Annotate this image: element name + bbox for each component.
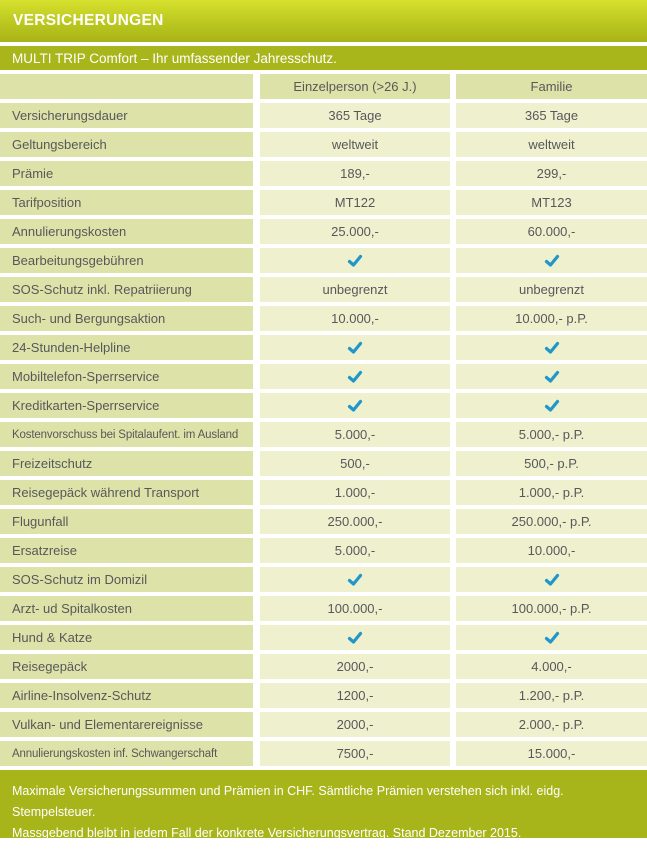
table-row — [0, 480, 647, 505]
value-cell-einzelperson — [260, 335, 450, 360]
table-row — [0, 393, 647, 418]
row-label-cell: Mobiltelefon-Sperrservice — [0, 364, 253, 389]
checkmark-icon — [545, 574, 559, 586]
value-cell-einzelperson: 1200,- — [260, 683, 450, 708]
table-row — [0, 567, 647, 592]
value-cell-familie: 4.000,- — [456, 654, 647, 679]
row-label-cell: Airline-Insolvenz-Schutz — [0, 683, 253, 708]
table-row — [0, 161, 647, 186]
value-cell-einzelperson: 5.000,- — [260, 422, 450, 447]
value-cell-einzelperson: 1.000,- — [260, 480, 450, 505]
row-label-cell: Vulkan- und Elementarereignisse — [0, 712, 253, 737]
checkmark-icon — [545, 632, 559, 644]
row-label-cell: Arzt- ud Spitalkosten — [0, 596, 253, 621]
row-label-cell: Versicherungsdauer — [0, 103, 253, 128]
value-cell-familie: 10.000,- p.P. — [456, 306, 647, 331]
value-cell-familie: unbegrenzt — [456, 277, 647, 302]
row-label-cell: Kostenvorschuss bei Spitalaufent. im Ausland — [0, 422, 253, 447]
row-label-cell: SOS-Schutz im Domizil — [0, 567, 253, 592]
value-cell-einzelperson: 5.000,- — [260, 538, 450, 563]
table-row — [0, 538, 647, 563]
table-row — [0, 132, 647, 157]
value-cell-familie: 500,- p.P. — [456, 451, 647, 476]
value-cell-einzelperson — [260, 567, 450, 592]
table-row — [0, 364, 647, 389]
table-row — [0, 422, 647, 447]
value-cell-einzelperson: 2000,- — [260, 654, 450, 679]
header-cell-familie: Familie — [456, 74, 647, 99]
value-cell-einzelperson: weltweit — [260, 132, 450, 157]
table-row — [0, 451, 647, 476]
value-cell-einzelperson: 25.000,- — [260, 219, 450, 244]
product-subtitle: MULTI TRIP Comfort – Ihr umfassender Jahresschutz. — [12, 50, 337, 66]
checkmark-icon — [545, 342, 559, 354]
table-row — [0, 509, 647, 534]
value-cell-familie — [456, 393, 647, 418]
table-row — [0, 596, 647, 621]
table-row — [0, 306, 647, 331]
value-cell-familie: 299,- — [456, 161, 647, 186]
value-cell-familie: 250.000,- p.P. — [456, 509, 647, 534]
value-cell-familie: 60.000,- — [456, 219, 647, 244]
value-cell-familie: 2.000,- p.P. — [456, 712, 647, 737]
value-cell-familie: 5.000,- p.P. — [456, 422, 647, 447]
checkmark-icon — [545, 255, 559, 267]
table-header-row — [0, 74, 647, 99]
checkmark-icon — [348, 255, 362, 267]
checkmark-icon — [545, 400, 559, 412]
row-label-cell: Kreditkarten-Sperrservice — [0, 393, 253, 418]
value-cell-familie: 1.000,- p.P. — [456, 480, 647, 505]
value-cell-einzelperson: unbegrenzt — [260, 277, 450, 302]
row-label-cell: Flugunfall — [0, 509, 253, 534]
checkmark-icon — [348, 342, 362, 354]
value-cell-familie — [456, 625, 647, 650]
table-row — [0, 335, 647, 360]
row-label-cell: Annulierungskosten inf. Schwangerschaft — [0, 741, 253, 766]
value-cell-familie — [456, 335, 647, 360]
value-cell-familie: 365 Tage — [456, 103, 647, 128]
page-title-banner — [0, 0, 647, 42]
checkmark-icon — [348, 632, 362, 644]
value-cell-einzelperson: 100.000,- — [260, 596, 450, 621]
table-row — [0, 654, 647, 679]
checkmark-icon — [348, 400, 362, 412]
header-cell-einzelperson: Einzelperson (>26 J.) — [260, 74, 450, 99]
table-row — [0, 277, 647, 302]
value-cell-einzelperson: 365 Tage — [260, 103, 450, 128]
row-label-cell: Hund & Katze — [0, 625, 253, 650]
value-cell-familie — [456, 364, 647, 389]
row-label-cell: SOS-Schutz inkl. Repatriierung — [0, 277, 253, 302]
footnote-line: Leistungs- und Prämienänderungen vorbehalten. — [12, 847, 284, 861]
value-cell-familie — [456, 248, 647, 273]
product-subtitle-bar — [0, 46, 647, 70]
table-row — [0, 190, 647, 215]
value-cell-familie: 100.000,- p.P. — [456, 596, 647, 621]
value-cell-einzelperson: 189,- — [260, 161, 450, 186]
header-cell-empty — [0, 74, 253, 99]
value-cell-einzelperson — [260, 248, 450, 273]
value-cell-familie: 1.200,- p.P. — [456, 683, 647, 708]
value-cell-einzelperson: MT122 — [260, 190, 450, 215]
value-cell-einzelperson — [260, 625, 450, 650]
row-label-cell: 24-Stunden-Helpline — [0, 335, 253, 360]
table-row — [0, 219, 647, 244]
table-body — [0, 103, 647, 766]
value-cell-einzelperson — [260, 364, 450, 389]
value-cell-familie — [456, 567, 647, 592]
page-title: VERSICHERUNGEN — [13, 12, 164, 29]
value-cell-familie: 15.000,- — [456, 741, 647, 766]
value-cell-familie: weltweit — [456, 132, 647, 157]
footnote-line: Massgebend bleibt in jedem Fall der konkrete Versicherungsvertrag. Stand Dezember 2015. — [12, 826, 522, 840]
row-label-cell: Annulierungskosten — [0, 219, 253, 244]
table-row — [0, 683, 647, 708]
checkmark-icon — [348, 371, 362, 383]
value-cell-einzelperson: 250.000,- — [260, 509, 450, 534]
value-cell-familie: 10.000,- — [456, 538, 647, 563]
row-label-cell: Prämie — [0, 161, 253, 186]
value-cell-einzelperson: 2000,- — [260, 712, 450, 737]
checkmark-icon — [348, 574, 362, 586]
footnote-line: Maximale Versicherungssummen und Prämien in CHF. Sämtliche Prämien verstehen sich inkl. eidg. Stempelsteuer. — [12, 784, 564, 819]
row-label-cell: Reisegepäck — [0, 654, 253, 679]
footnote-area — [0, 770, 647, 861]
value-cell-einzelperson: 7500,- — [260, 741, 450, 766]
table-row — [0, 625, 647, 650]
value-cell-einzelperson: 10.000,- — [260, 306, 450, 331]
value-cell-einzelperson — [260, 393, 450, 418]
checkmark-icon — [545, 371, 559, 383]
table-row — [0, 103, 647, 128]
row-label-cell: Tarifposition — [0, 190, 253, 215]
row-label-cell: Such- und Bergungsaktion — [0, 306, 253, 331]
value-cell-familie: MT123 — [456, 190, 647, 215]
row-label-cell: Freizeitschutz — [0, 451, 253, 476]
table-row — [0, 248, 647, 273]
row-label-cell: Ersatzreise — [0, 538, 253, 563]
table-row — [0, 741, 647, 766]
row-label-cell: Bearbeitungsgebühren — [0, 248, 253, 273]
value-cell-einzelperson: 500,- — [260, 451, 450, 476]
row-label-cell: Reisegepäck während Transport — [0, 480, 253, 505]
table-row — [0, 712, 647, 737]
row-label-cell: Geltungsbereich — [0, 132, 253, 157]
